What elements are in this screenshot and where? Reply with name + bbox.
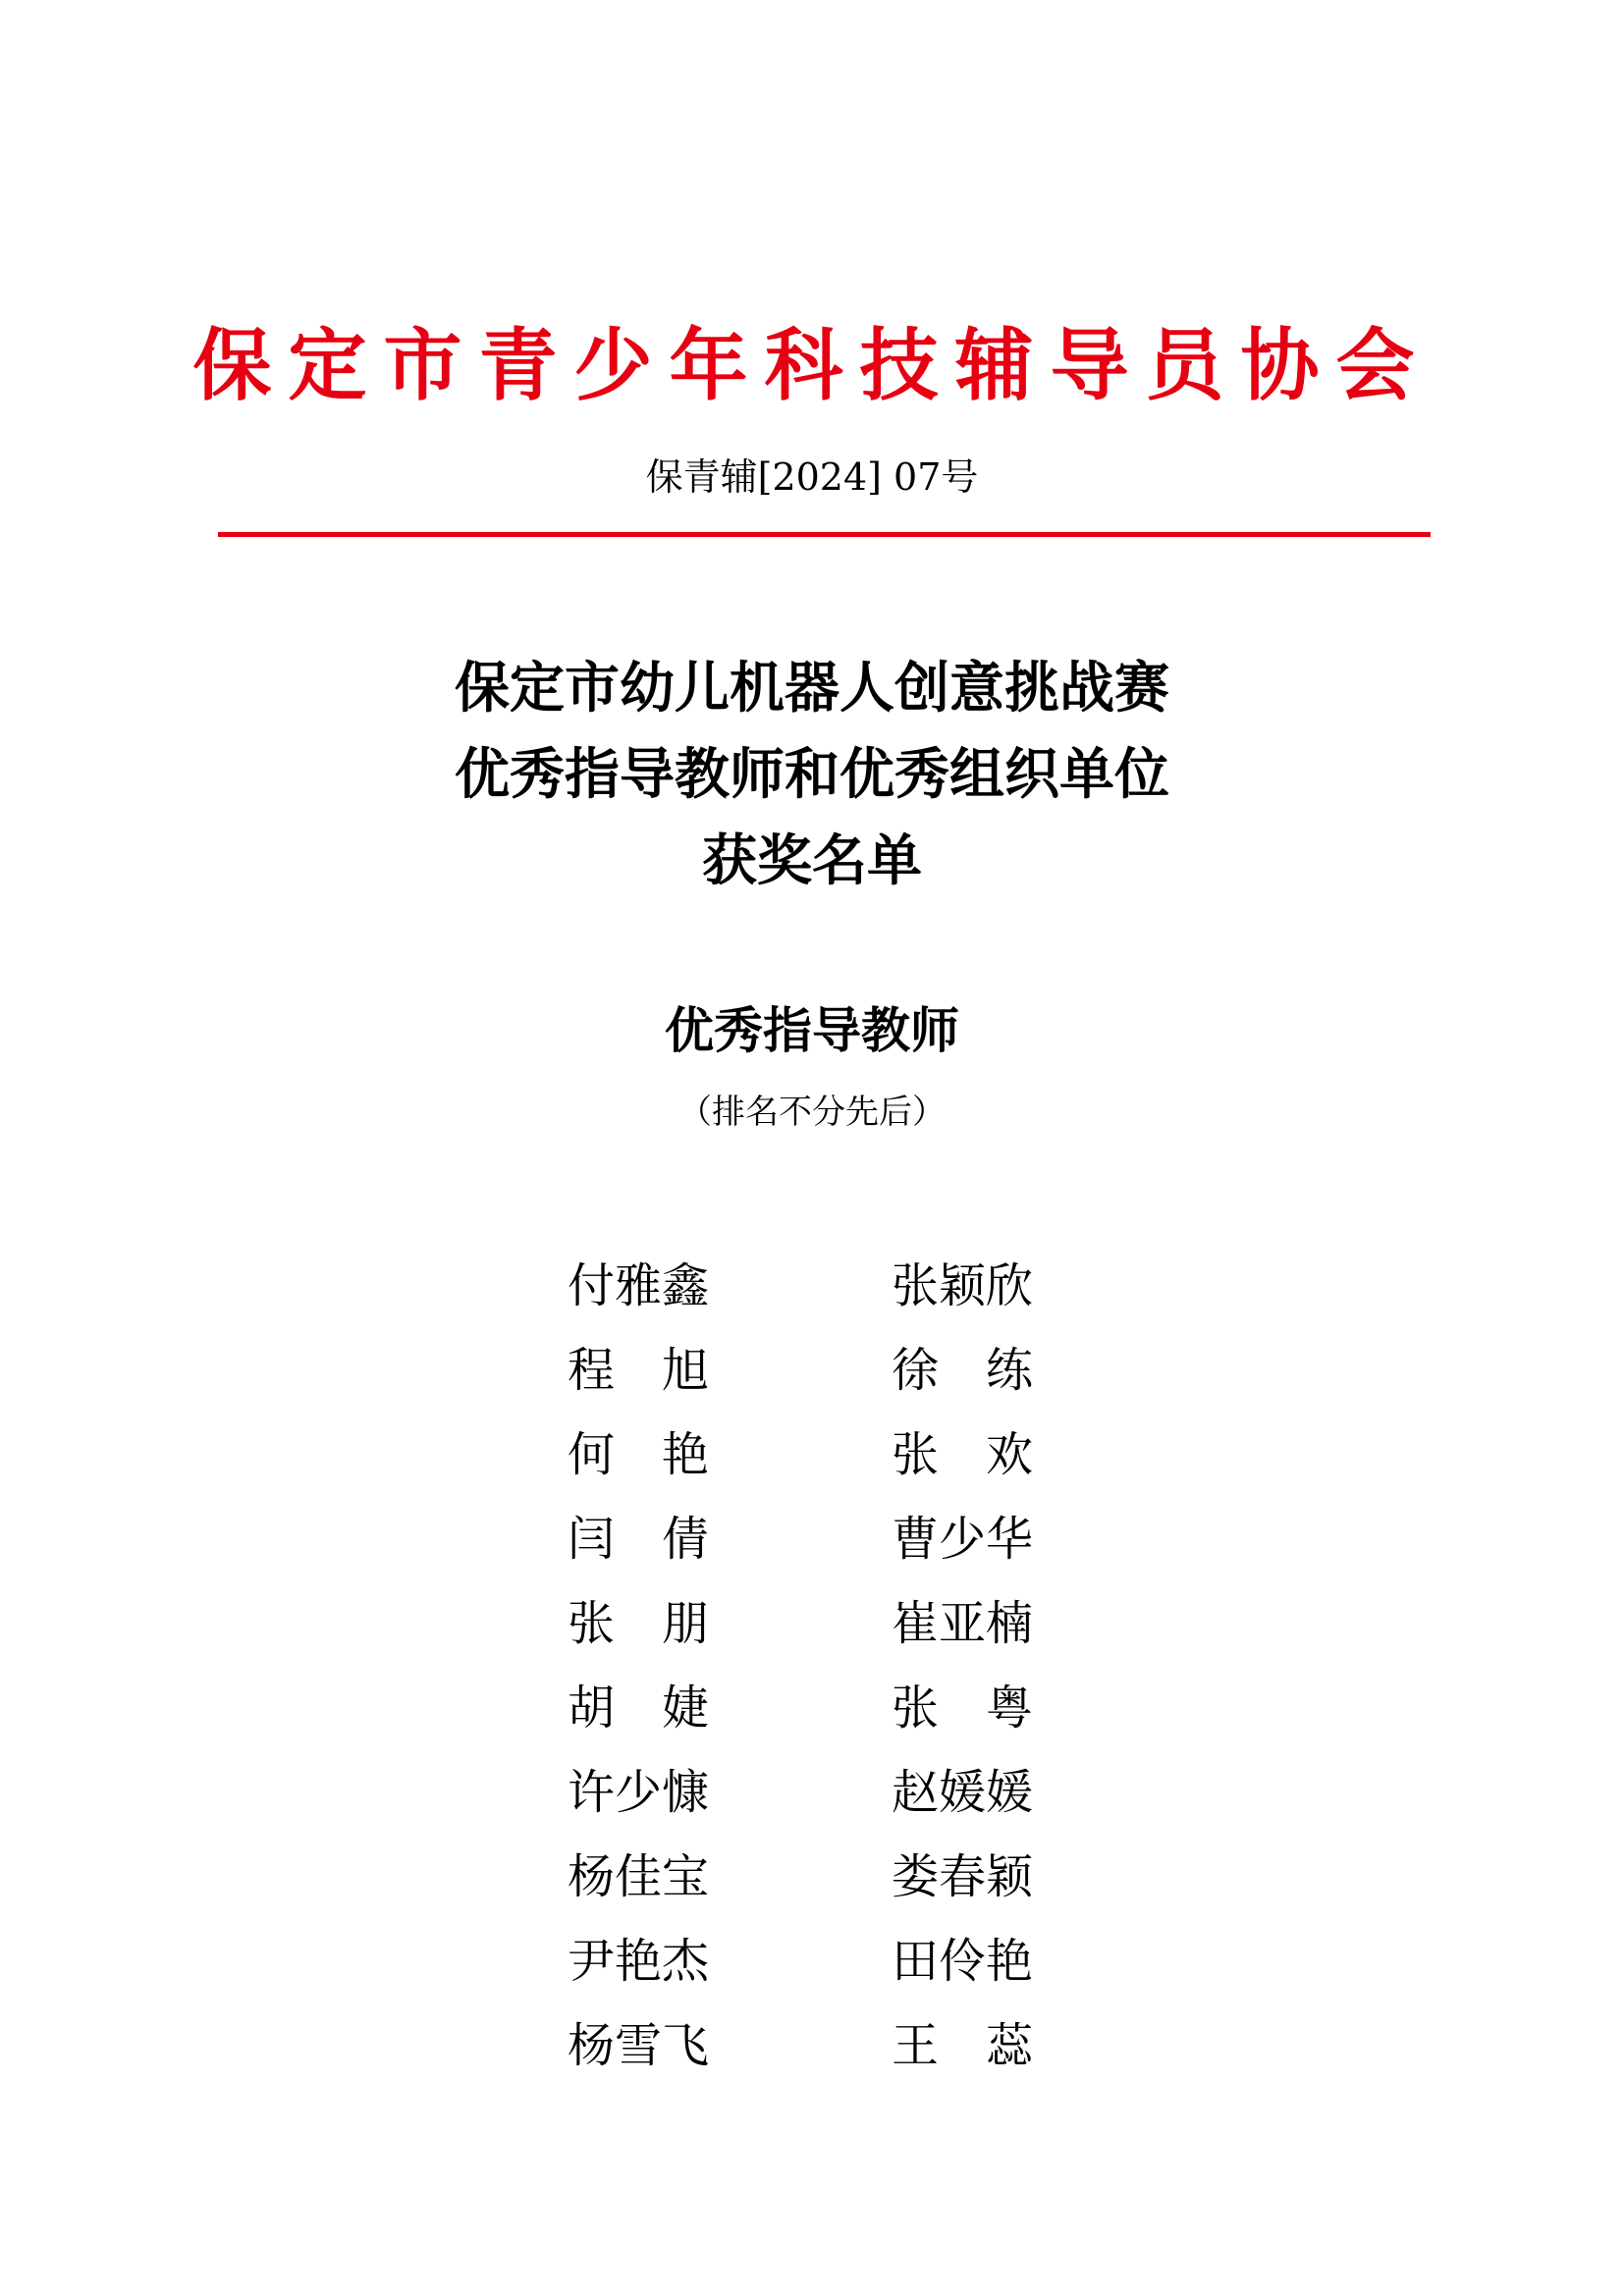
teacher-name: 何 艳 [568,1427,710,1482]
name-row [0,1753,1624,1838]
teacher-name-list [0,1247,1624,2091]
teacher-name: 杨佳宝 [568,1849,710,1904]
name-row [0,1584,1624,1669]
issuer-org-name: 保定市青少年科技辅导员协会 [192,320,1432,411]
title-line: 获奖名单 [702,829,922,893]
name-row [0,1331,1624,1415]
teacher-name: 张颖欣 [892,1258,1034,1313]
name-row [0,1247,1624,1331]
teacher-name: 杨雪飞 [568,2018,710,2073]
name-row [0,1500,1624,1584]
title-line: 保定市幼儿机器人创意挑战赛 [455,657,1169,721]
section-heading: 优秀指导教师 [665,1002,959,1059]
teacher-name: 曹少华 [892,1512,1034,1567]
name-row [0,1838,1624,1922]
name-row [0,1669,1624,1753]
teacher-name: 闫 倩 [568,1512,710,1567]
teacher-name: 张 粤 [892,1681,1034,1735]
name-row [0,1415,1624,1500]
teacher-name: 胡 婕 [568,1681,710,1735]
document-number: 保青辅[2024] 07号 [645,455,979,499]
document-title [0,646,1624,905]
teacher-name: 娄春颖 [892,1849,1034,1904]
teacher-name: 付雅鑫 [568,1258,710,1313]
teacher-name: 徐 练 [892,1343,1034,1398]
name-row [0,2006,1624,2091]
name-row [0,1922,1624,2006]
section-note: （排名不分先后） [678,1093,946,1132]
teacher-name: 张 欢 [892,1427,1034,1482]
teacher-name: 田伶艳 [892,1934,1034,1989]
teacher-name: 许少慷 [568,1765,710,1820]
teacher-name: 赵媛媛 [892,1765,1034,1820]
teacher-name: 程 旭 [568,1343,710,1398]
red-divider-line [218,532,1431,537]
teacher-name: 崔亚楠 [892,1596,1034,1651]
teacher-name: 尹艳杰 [568,1934,710,1989]
title-line: 优秀指导教师和优秀组织单位 [455,743,1169,807]
teacher-name: 王 蕊 [892,2018,1034,2073]
teacher-name: 张 朋 [568,1596,710,1651]
